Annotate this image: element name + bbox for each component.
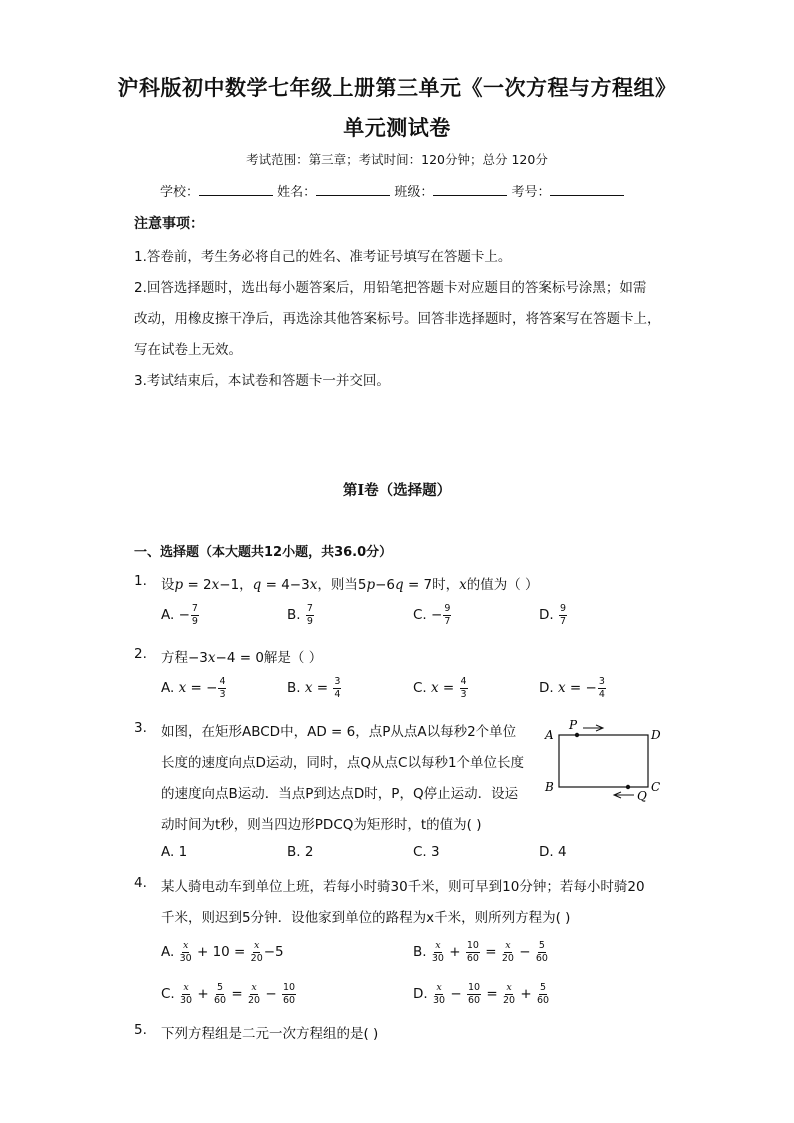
label-b: B xyxy=(545,780,554,794)
exam-title-line2: 单元测试卷 xyxy=(343,115,451,140)
question-2-option-b[interactable]: B. x = $\frac{3}{4}$ xyxy=(287,676,341,700)
school-label: 学校： xyxy=(160,185,200,200)
question-3-line3: 的速度向点B运动．当点P到达点D时，P，Q停止运动．设运 xyxy=(161,786,519,802)
question-1-option-b[interactable]: B. $\frac{7}{9}$ xyxy=(287,603,313,627)
question-1-text: 设p = 2x−1，q = 4−3x，则当5p−6q = 7时，x的值为（ ） xyxy=(161,577,539,593)
question-3-option-d[interactable]: D. 4 xyxy=(539,844,567,860)
name-label: 姓名： xyxy=(277,185,317,200)
school-blank xyxy=(199,183,273,196)
question-number: 5. xyxy=(134,1022,147,1038)
question-1-option-d[interactable]: D. $\frac{9}{7}$ xyxy=(539,603,567,627)
question-3-option-b[interactable]: B. 2 xyxy=(287,844,314,860)
question-number: 3. xyxy=(134,720,147,736)
question-3-line2: 长度的速度向点D运动，同时，点Q从点C以每秒1个单位长度 xyxy=(161,755,525,771)
exam-meta: 考试范围：第三章；考试时间：120分钟；总分 120分 xyxy=(246,152,548,167)
question-number: 2. xyxy=(134,646,147,662)
point-p xyxy=(575,733,579,737)
rectangle-figure xyxy=(540,715,665,805)
label-q: Q xyxy=(637,789,647,803)
question-2-option-d[interactable]: D. x = − $\frac{3}{4}$ xyxy=(539,676,605,700)
section-title: 第I卷（选择题） xyxy=(342,482,452,499)
question-3-option-c[interactable]: C. 3 xyxy=(413,844,440,860)
notice-item-3: 3.考试结束后，本试卷和答题卡一并交回。 xyxy=(134,373,390,389)
question-2-option-a[interactable]: A. x = − $\frac{4}{3}$ xyxy=(161,676,226,700)
exam-title-line1: 沪科版初中数学七年级上册第三单元《一次方程与方程组》 xyxy=(117,75,677,100)
label-a: A xyxy=(545,728,554,742)
rectangle-abcd xyxy=(559,735,648,787)
question-1-option-c[interactable]: C. − $\frac{9}{7}$ xyxy=(413,603,451,627)
question-4-option-c[interactable]: C. $\frac{x}{30}$ + $\frac{5}{60}$ = $\frac{x}{20}$ − $\frac{10}{60}$ xyxy=(161,982,296,1006)
question-5-text: 下列方程组是二元一次方程组的是( ) xyxy=(161,1026,379,1042)
question-3-line4: 动时间为t秒，则当四边形PDCQ为矩形时，t的值为( ) xyxy=(161,817,482,833)
student-info-row xyxy=(160,181,624,200)
notice-item-1: 1.答卷前，考生务必将自己的姓名、准考证号填写在答题卡上。 xyxy=(134,249,512,265)
question-number: 1. xyxy=(134,573,147,589)
label-d: D xyxy=(651,728,661,742)
exam-no-label: 考号： xyxy=(511,185,551,200)
notice-item-2-line3: 写在试卷上无效。 xyxy=(134,342,242,358)
class-blank xyxy=(433,183,507,196)
question-3-option-a[interactable]: A. 1 xyxy=(161,844,188,860)
question-4-option-a[interactable]: A. $\frac{x}{30}$ + 10 = $\frac{x}{20}$ −5 xyxy=(161,940,284,964)
question-3-line1: 如图，在矩形ABCD中，AD = 6，点P从点A以每秒2个单位 xyxy=(161,724,517,740)
exam-no-blank xyxy=(550,183,624,196)
class-label: 班级： xyxy=(394,185,434,200)
question-4-line2: 千米，则迟到5分钟．设他家到单位的路程为x千米，则所列方程为( ) xyxy=(161,910,571,926)
question-4-option-d[interactable]: D. $\frac{x}{30}$ − $\frac{10}{60}$ = $\frac{x}{20}$ + $\frac{5}{60}$ xyxy=(413,982,550,1006)
name-blank xyxy=(316,183,390,196)
question-1-option-a[interactable]: A. − $\frac{7}{9}$ xyxy=(161,603,198,627)
question-4-line1: 某人骑电动车到单位上班，若每小时骑30千米，则可早到10分钟；若每小时骑20 xyxy=(161,879,645,895)
question-2-text: 方程−3x−4 = 0解是（ ） xyxy=(161,650,323,666)
point-q xyxy=(626,785,630,789)
question-4-option-b[interactable]: B. $\frac{x}{30}$ + $\frac{10}{60}$ = $\frac{x}{20}$ − $\frac{5}{60}$ xyxy=(413,940,548,964)
notice-item-2-line2: 改动，用橡皮擦干净后，再选涂其他答案标号。回答非选择题时，将答案写在答题卡上， xyxy=(134,311,661,327)
label-c: C xyxy=(651,780,661,794)
part-title: 一、选择题（本大题共12小题，共36.0分） xyxy=(134,545,393,560)
label-p: P xyxy=(569,718,578,732)
question-number: 4. xyxy=(134,875,147,891)
notice-heading: 注意事项： xyxy=(134,216,204,232)
notice-item-2-line1: 2.回答选择题时，选出每小题答案后，用铅笔把答题卡对应题目的答案标号涂黑；如需 xyxy=(134,280,647,296)
question-2-option-c[interactable]: C. x = $\frac{4}{3}$ xyxy=(413,676,467,700)
